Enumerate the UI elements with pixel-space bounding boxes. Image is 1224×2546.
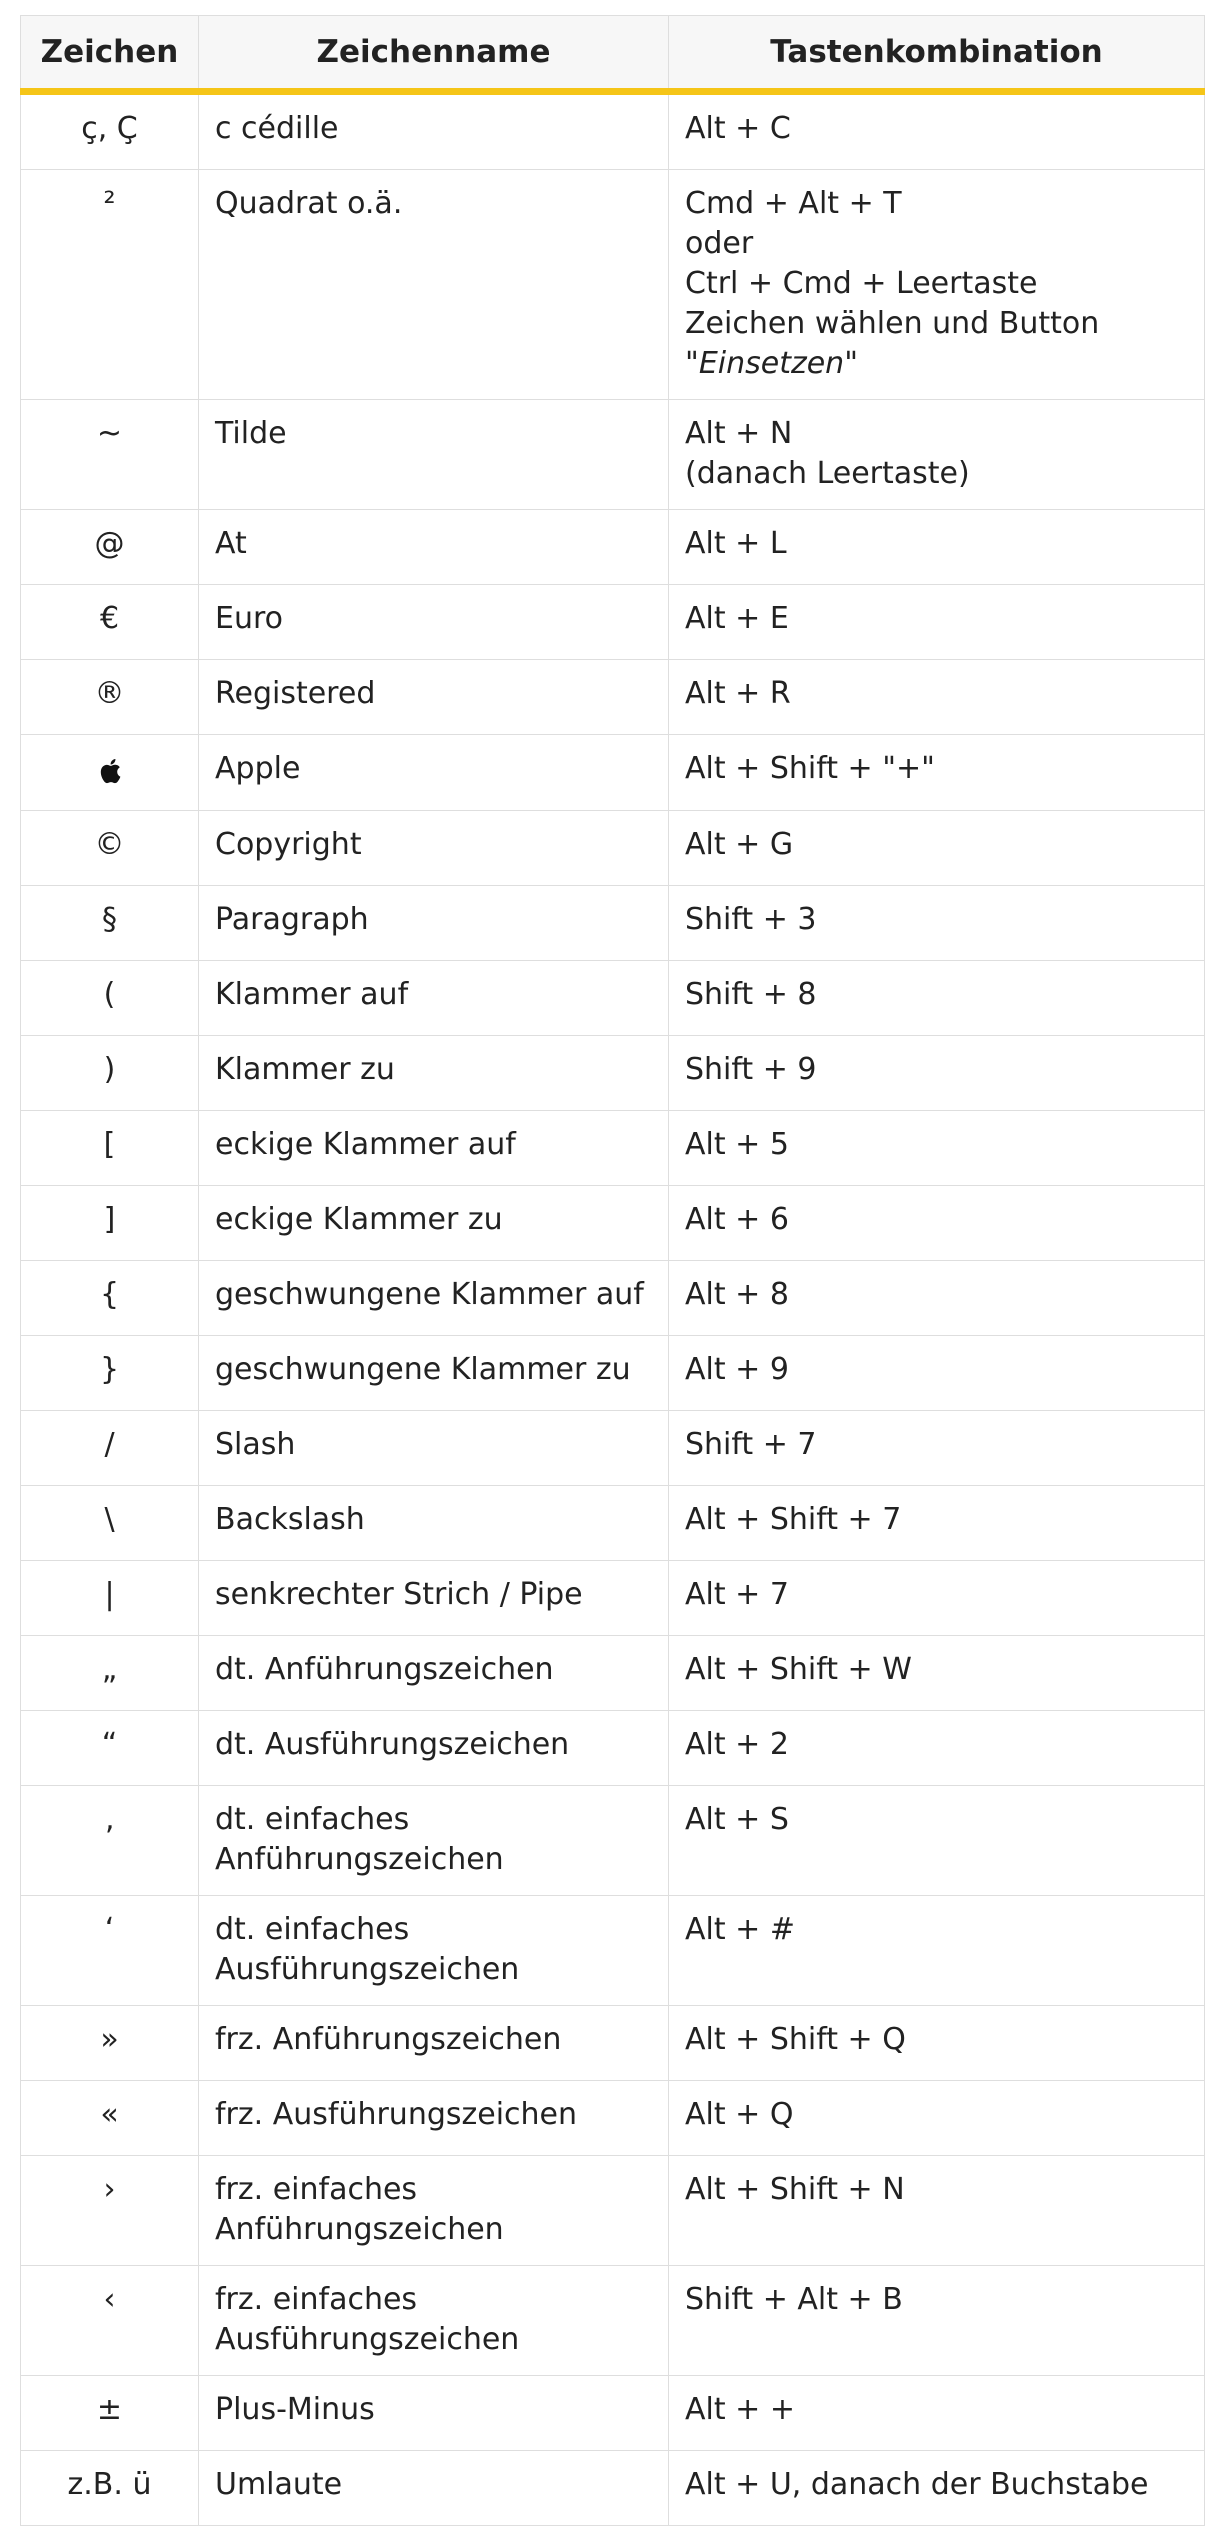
symbol-cell: [21, 660, 199, 735]
table-row: [21, 1411, 1205, 1486]
symbol-cell: [21, 1786, 199, 1896]
table-row: [21, 886, 1205, 961]
keys-cell: [669, 2156, 1205, 2266]
keys-cell: [669, 2376, 1205, 2451]
name-line: Euro: [215, 601, 283, 636]
name-cell: [199, 2451, 669, 2526]
name-cell: [199, 1186, 669, 1261]
symbol-text: {: [99, 1277, 120, 1312]
keys-line: Alt + N: [685, 416, 793, 451]
name-line: Umlaute: [215, 2467, 343, 2502]
name-line: Tilde: [215, 416, 287, 451]
symbol-cell: [21, 510, 199, 585]
table-row: [21, 2376, 1205, 2451]
keys-cell: [669, 660, 1205, 735]
name-cell: [199, 400, 669, 510]
name-line: Paragraph: [215, 902, 369, 937]
name-line: Ausführungszeichen: [215, 2322, 520, 2357]
table-row: [21, 1786, 1205, 1896]
symbol-cell: [21, 1561, 199, 1636]
symbol-text: [: [103, 1127, 116, 1162]
keys-cell: [669, 170, 1205, 400]
keys-cell: [669, 1186, 1205, 1261]
header-zeichenname: Zeichenname: [199, 16, 669, 92]
keys-cell: [669, 1561, 1205, 1636]
symbol-text: »: [100, 2022, 119, 2057]
keys-line: Alt + 8: [685, 1277, 789, 1312]
symbol-text: ): [103, 1052, 116, 1087]
symbol-text: €: [99, 601, 120, 636]
keys-line: Ctrl + Cmd + Leertaste: [685, 266, 1038, 301]
keys-cell: [669, 2006, 1205, 2081]
symbol-text: «: [100, 2097, 119, 2132]
symbol-text: ç, Ç: [81, 111, 138, 146]
name-line: Quadrat o.ä.: [215, 186, 403, 221]
symbol-text: ²: [103, 186, 116, 221]
name-cell: [199, 1336, 669, 1411]
keys-line: Alt + G: [685, 827, 794, 862]
table-header-row: [21, 16, 1205, 92]
symbol-cell: [21, 2006, 199, 2081]
keys-line: Alt + Q: [685, 2097, 794, 2132]
symbol-cell: [21, 170, 199, 400]
table-row: [21, 170, 1205, 400]
symbol-text: z.B. ü: [67, 2467, 152, 2502]
symbol-text: ®: [94, 676, 125, 711]
table-row: [21, 1561, 1205, 1636]
name-cell: [199, 1636, 669, 1711]
table-row: [21, 1486, 1205, 1561]
keys-line: Shift + Alt + B: [685, 2282, 903, 2317]
keys-line: Alt + 9: [685, 1352, 789, 1387]
keys-cell: [669, 92, 1205, 170]
name-line: Slash: [215, 1427, 296, 1462]
name-cell: [199, 1261, 669, 1336]
name-cell: [199, 1411, 669, 1486]
symbol-text: ‘: [104, 1912, 115, 1947]
keys-cell: [669, 1786, 1205, 1896]
keys-line: "Einsetzen": [685, 346, 858, 381]
symbol-cell: [21, 1036, 199, 1111]
table-row: [21, 1261, 1205, 1336]
header-zeichen: Zeichen: [21, 16, 199, 92]
symbol-text: ›: [103, 2172, 116, 2207]
name-cell: [199, 1486, 669, 1561]
name-cell: [199, 660, 669, 735]
symbol-cell: [21, 1261, 199, 1336]
keys-line: Alt + 2: [685, 1727, 789, 1762]
symbol-cell: [21, 1896, 199, 2006]
symbol-text: (: [103, 977, 116, 1012]
name-line: Klammer auf: [215, 977, 409, 1012]
name-cell: [199, 2266, 669, 2376]
keys-line: Alt + C: [685, 111, 791, 146]
symbol-cell: [21, 1636, 199, 1711]
table-row: [21, 1186, 1205, 1261]
symbol-text: }: [99, 1352, 120, 1387]
keys-line: Alt + S: [685, 1802, 789, 1837]
keys-line: Alt + #: [685, 1912, 795, 1947]
table-row: [21, 961, 1205, 1036]
keys-cell: [669, 886, 1205, 961]
name-line: Registered: [215, 676, 376, 711]
apple-icon: [99, 755, 121, 795]
name-line: Klammer zu: [215, 1052, 395, 1087]
name-cell: [199, 961, 669, 1036]
keys-line: Alt + +: [685, 2392, 795, 2427]
symbol-cell: [21, 1711, 199, 1786]
name-line: Plus-Minus: [215, 2392, 375, 2427]
keys-cell: [669, 735, 1205, 811]
name-cell: [199, 1036, 669, 1111]
name-line: At: [215, 526, 247, 561]
symbol-text: „: [101, 1652, 118, 1687]
symbol-text: ±: [96, 2392, 123, 2427]
keys-cell: [669, 811, 1205, 886]
keys-cell: [669, 1411, 1205, 1486]
symbol-text: ‹: [103, 2282, 116, 2317]
name-line: geschwungene Klammer zu: [215, 1352, 631, 1387]
keys-line: Alt + Shift + W: [685, 1652, 912, 1687]
name-cell: [199, 1711, 669, 1786]
name-line: frz. einfaches: [215, 2282, 418, 2317]
name-line: eckige Klammer auf: [215, 1127, 516, 1162]
name-cell: [199, 886, 669, 961]
symbol-cell: [21, 2081, 199, 2156]
keys-cell: [669, 1711, 1205, 1786]
name-cell: [199, 2006, 669, 2081]
keys-line: Cmd + Alt + T: [685, 186, 902, 221]
keys-line: Alt + L: [685, 526, 787, 561]
table-row: [21, 2266, 1205, 2376]
name-cell: [199, 1896, 669, 2006]
symbol-text: “: [101, 1727, 118, 1762]
name-cell: [199, 735, 669, 811]
name-cell: [199, 510, 669, 585]
table-row: [21, 1036, 1205, 1111]
keys-cell: [669, 1261, 1205, 1336]
symbol-cell: [21, 811, 199, 886]
table-row: [21, 1711, 1205, 1786]
table-row: [21, 92, 1205, 170]
keys-cell: [669, 2266, 1205, 2376]
symbol-cell: [21, 2451, 199, 2526]
keys-cell: [669, 961, 1205, 1036]
table-row: [21, 1336, 1205, 1411]
name-line: frz. Ausführungszeichen: [215, 2097, 578, 2132]
keys-line: Alt + Shift + Q: [685, 2022, 906, 2057]
name-line: Ausführungszeichen: [215, 1952, 520, 1987]
symbol-text: |: [104, 1577, 115, 1612]
keys-line: Shift + 9: [685, 1052, 817, 1087]
symbol-cell: [21, 886, 199, 961]
symbol-cell: [21, 585, 199, 660]
name-line: Backslash: [215, 1502, 365, 1537]
name-line: frz. Anführungszeichen: [215, 2022, 562, 2057]
table-row: [21, 2156, 1205, 2266]
keys-line: Alt + 5: [685, 1127, 789, 1162]
name-line: dt. einfaches: [215, 1912, 410, 1947]
keys-cell: [669, 400, 1205, 510]
symbol-cell: [21, 400, 199, 510]
table-row: [21, 2081, 1205, 2156]
symbol-cell: [21, 1111, 199, 1186]
name-cell: [199, 585, 669, 660]
keys-line: Shift + 7: [685, 1427, 817, 1462]
keys-cell: [669, 2081, 1205, 2156]
table-row: [21, 811, 1205, 886]
table-row: [21, 1896, 1205, 2006]
name-line: Apple: [215, 751, 301, 786]
symbol-cell: [21, 735, 199, 811]
keys-line: Alt + E: [685, 601, 789, 636]
name-cell: [199, 811, 669, 886]
symbol-cell: [21, 961, 199, 1036]
header-tastenkombination: Tastenkombination: [669, 16, 1205, 92]
symbol-cell: [21, 1411, 199, 1486]
keys-line: (danach Leertaste): [685, 456, 970, 491]
keys-cell: [669, 1896, 1205, 2006]
name-cell: [199, 2156, 669, 2266]
keys-line: Alt + Shift + "+": [685, 751, 935, 786]
symbol-text: ]: [103, 1202, 116, 1237]
keys-line: oder: [685, 226, 754, 261]
symbol-text: ‚: [104, 1802, 115, 1837]
keys-line: Shift + 3: [685, 902, 817, 937]
symbol-text: ~: [96, 416, 123, 451]
table-row: [21, 510, 1205, 585]
table-row: [21, 400, 1205, 510]
shortcut-table-container: [20, 15, 1204, 2526]
name-line: dt. Ausführungszeichen: [215, 1727, 570, 1762]
symbol-cell: [21, 2376, 199, 2451]
symbol-cell: [21, 92, 199, 170]
symbol-text: \: [104, 1502, 115, 1537]
symbol-cell: [21, 2266, 199, 2376]
symbol-cell: [21, 1486, 199, 1561]
name-line: dt. einfaches: [215, 1802, 410, 1837]
keys-line: Shift + 8: [685, 977, 817, 1012]
table-body: [21, 92, 1205, 2526]
symbol-text: §: [102, 902, 117, 937]
symbol-cell: [21, 1186, 199, 1261]
keys-cell: [669, 510, 1205, 585]
name-line: Copyright: [215, 827, 362, 862]
name-line: geschwungene Klammer auf: [215, 1277, 644, 1312]
table-row: [21, 735, 1205, 811]
keys-line: Alt + 7: [685, 1577, 789, 1612]
keys-line: Zeichen wählen und Button: [685, 306, 1100, 341]
table-row: [21, 1636, 1205, 1711]
keys-cell: [669, 1336, 1205, 1411]
name-line: senkrechter Strich / Pipe: [215, 1577, 583, 1612]
symbol-text: @: [94, 526, 125, 561]
name-cell: [199, 170, 669, 400]
table-row: [21, 2451, 1205, 2526]
name-line: Anführungszeichen: [215, 2212, 504, 2247]
keys-cell: [669, 2451, 1205, 2526]
keys-cell: [669, 1111, 1205, 1186]
keys-cell: [669, 1036, 1205, 1111]
table-row: [21, 1111, 1205, 1186]
keys-line: Alt + R: [685, 676, 791, 711]
keys-cell: [669, 1636, 1205, 1711]
table-row: [21, 660, 1205, 735]
table-row: [21, 585, 1205, 660]
name-line: c cédille: [215, 111, 339, 146]
shortcut-table: [20, 15, 1205, 2526]
name-cell: [199, 2081, 669, 2156]
keys-cell: [669, 585, 1205, 660]
symbol-cell: [21, 1336, 199, 1411]
name-line: Anführungszeichen: [215, 1842, 504, 1877]
name-cell: [199, 1111, 669, 1186]
name-cell: [199, 2376, 669, 2451]
name-cell: [199, 92, 669, 170]
symbol-cell: [21, 2156, 199, 2266]
table-row: [21, 2006, 1205, 2081]
keys-line: Alt + U, danach der Buchstabe: [685, 2467, 1149, 2502]
name-cell: [199, 1561, 669, 1636]
keys-line: Alt + Shift + N: [685, 2172, 905, 2207]
keys-line: Alt + Shift + 7: [685, 1502, 902, 1537]
name-line: dt. Anführungszeichen: [215, 1652, 554, 1687]
name-cell: [199, 1786, 669, 1896]
keys-line: Alt + 6: [685, 1202, 789, 1237]
symbol-text: /: [104, 1427, 115, 1462]
symbol-text: ©: [94, 827, 125, 862]
name-line: frz. einfaches: [215, 2172, 418, 2207]
keys-cell: [669, 1486, 1205, 1561]
name-line: eckige Klammer zu: [215, 1202, 503, 1237]
